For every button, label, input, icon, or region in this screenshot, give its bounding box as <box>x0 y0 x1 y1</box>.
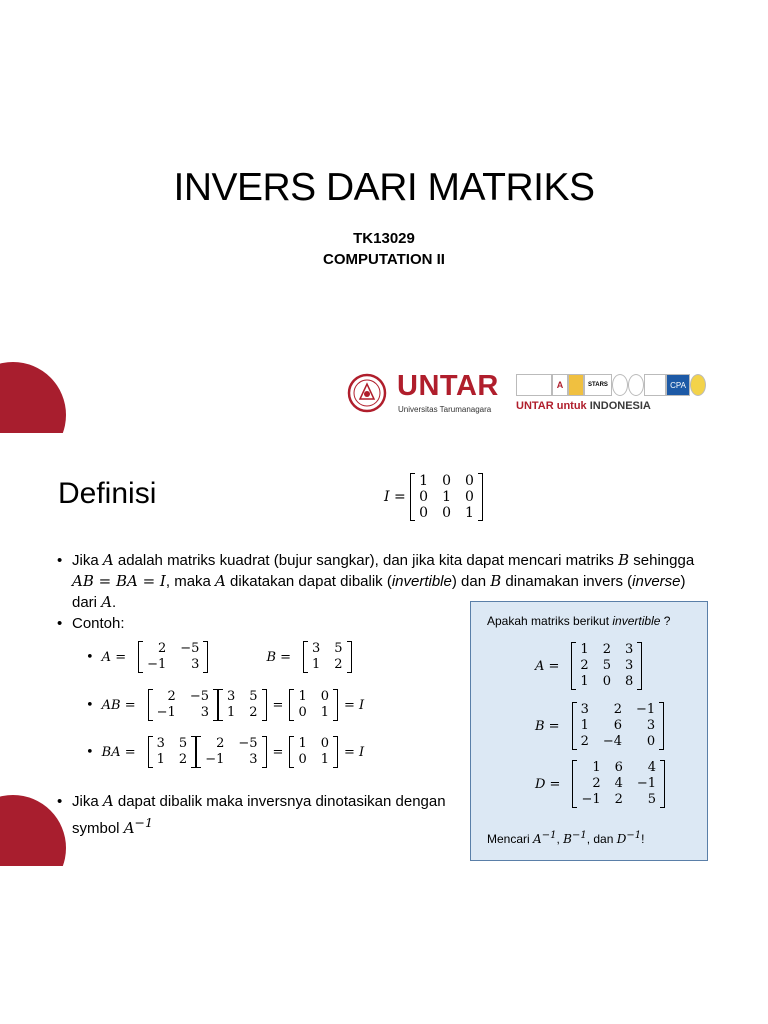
ba-result: = I <box>344 744 365 760</box>
matrix-entry: 1 <box>419 473 429 489</box>
untar-logo <box>347 370 507 416</box>
matrix-entry: −1 <box>205 752 225 767</box>
matrix-entry: 5 <box>249 689 258 704</box>
matrix-entry: 3 <box>200 705 209 720</box>
matrix-entry: 3 <box>646 718 656 733</box>
matrix-entry: 1 <box>156 752 165 767</box>
matrix-entry: 0 <box>320 736 330 751</box>
identity-label: I = <box>384 489 406 505</box>
ba-product-row: • BA = 3 5 1 2 2 −5 −1 3 = 1 0 0 1 = I <box>86 736 365 767</box>
slide-title: Definisi <box>58 477 157 510</box>
matrix-entry: 5 <box>602 658 611 673</box>
matrix-entry: 6 <box>613 718 623 733</box>
identity-2x2 <box>289 689 338 721</box>
matrix-a <box>196 736 266 768</box>
matrix-entry: 1 <box>442 489 452 505</box>
example-a-b-row: • A = 2 −5 −1 3 B = 3 5 1 2 <box>86 641 352 673</box>
example-a-label: A = <box>101 649 127 665</box>
bracket-right <box>478 473 483 521</box>
matrix-cells <box>577 702 660 750</box>
matrix-entry: 3 <box>191 657 200 672</box>
untar-wordmark: UNTAR <box>397 370 499 402</box>
matrix-entry: 1 <box>226 705 236 720</box>
ab-result: = I <box>344 697 365 713</box>
matrix-cells <box>294 736 333 768</box>
matrix-entry: 0 <box>419 489 429 505</box>
matrix-cells <box>223 689 262 721</box>
matrix-entry: 0 <box>419 505 429 521</box>
bullet-contoh: • Contoh: <box>57 613 697 634</box>
matrix-entry: 1 <box>580 718 589 733</box>
matrix-entry: 1 <box>298 689 307 704</box>
matrix-entry: −1 <box>156 705 176 720</box>
matrix-entry: 1 <box>580 674 589 689</box>
matrix-entry: −1 <box>147 657 167 672</box>
slide-title: INVERS DARI MATRIKS <box>173 166 595 209</box>
matrix-entry: 3 <box>226 689 236 704</box>
badge-icon <box>712 374 746 394</box>
bracket-right <box>347 641 352 673</box>
matrix-entry: 2 <box>613 702 623 717</box>
matrix-entry: 4 <box>647 760 657 775</box>
matrix-entry: 0 <box>320 689 330 704</box>
matrix-entry: 2 <box>249 705 258 720</box>
matrix-entry: 3 <box>624 642 634 657</box>
matrix-entry: 3 <box>156 736 165 751</box>
matrix-entry: 2 <box>614 792 623 807</box>
example-b-label: B = <box>266 649 292 665</box>
matrix-cells <box>308 641 347 673</box>
matrix-a <box>138 641 208 673</box>
badge-icon <box>628 374 644 396</box>
matrix-entry: 2 <box>167 689 176 704</box>
ba-label: BA = <box>101 744 136 760</box>
matrix-entry: 0 <box>298 752 307 767</box>
decorative-red-shape <box>0 362 66 433</box>
exercise-matrix-b: B = 3 2 −1 1 6 3 2 −4 0 <box>535 702 664 750</box>
matrix-entry: −5 <box>238 736 258 751</box>
matrix-cells <box>577 760 660 808</box>
ab-product-row: • AB = 2 −5 −1 3 3 5 1 2 = 1 0 0 1 = I <box>86 689 365 720</box>
matrix-entry: 2 <box>178 752 188 767</box>
exercise-box <box>470 601 708 861</box>
badge-icon <box>690 374 706 396</box>
matrix-entry: −1 <box>581 792 601 807</box>
matrix-entry: 2 <box>334 657 343 672</box>
bracket-right <box>203 641 208 673</box>
matrix-cells <box>153 736 192 768</box>
bracket-right <box>637 642 642 690</box>
university-name: Universitas Tarumanagara <box>398 405 492 414</box>
bracket-right <box>659 702 664 750</box>
matrix-entry: 2 <box>592 776 601 791</box>
matrix-entry: 5 <box>334 641 343 656</box>
course-code: TK13029 <box>353 230 415 247</box>
course-name: COMPUTATION II <box>323 251 445 268</box>
matrix-entry: 3 <box>624 658 634 673</box>
identity-matrix-definition <box>384 473 483 521</box>
identity-matrix <box>410 473 483 521</box>
matrix-entry: −5 <box>180 641 200 656</box>
tagline-part-b: INDONESIA <box>589 400 651 412</box>
matrix-entry: −5 <box>189 689 209 704</box>
matrix-entry: −4 <box>602 734 623 749</box>
tagline-part-a: UNTAR untuk <box>516 400 587 412</box>
untar-seal-icon <box>347 373 387 413</box>
matrix-entry: 1 <box>320 705 330 720</box>
equals-sign: = <box>272 697 284 713</box>
matrix-entry: 6 <box>614 760 623 775</box>
matrix-cells <box>294 689 333 721</box>
matrix-entry: 3 <box>312 641 321 656</box>
title-slide <box>0 130 768 433</box>
matrix-entry: 1 <box>465 505 474 521</box>
bracket-right <box>660 760 665 808</box>
matrix-entry: 2 <box>602 642 611 657</box>
bullet-definition: • Jika A adalah matriks kuadrat (bujur sangkar), dan jika kita dapat mencari matriks B sehingga AB = BA = I, maka A dikatakan dapat dibalik (invertible) dan B dinamakan invers (inverse) dari A. <box>57 550 697 613</box>
matrix-entry: 1 <box>320 752 330 767</box>
exercise-question: Apakah matriks berikut invertible ? <box>487 614 671 628</box>
cpa-badge: CPA <box>666 374 690 396</box>
matrix-entry: 2 <box>157 641 167 656</box>
badge-icon <box>612 374 628 396</box>
matrix-a <box>148 689 218 721</box>
exercise-matrix-a: A = 1 2 3 2 5 3 1 0 8 <box>535 642 642 690</box>
matrix-b <box>218 689 267 721</box>
matrix-cells <box>415 473 478 521</box>
badge-a-icon: A <box>552 374 568 396</box>
matrix-cells <box>143 641 203 673</box>
matrix-b <box>303 641 352 673</box>
matrix-entry: 1 <box>592 760 601 775</box>
matrix-entry: 2 <box>216 736 225 751</box>
matrix-entry: 3 <box>580 702 589 717</box>
matrix-entry: 1 <box>298 736 307 751</box>
bullet-notation: • Jika A dapat dibalik maka inversnya dinotasikan dengan symbol $A^{-1}$ <box>57 791 457 839</box>
matrix-entry: 0 <box>602 674 611 689</box>
matrix-cells <box>576 642 637 690</box>
stars-badge: STARS <box>584 374 612 396</box>
exercise-matrix-d: D = 1 6 4 2 4 −1 −1 2 5 <box>535 760 665 808</box>
matrix-entry: 3 <box>249 752 258 767</box>
matrix-entry: 1 <box>312 657 321 672</box>
badge-icon <box>644 374 666 396</box>
matrix-entry: 2 <box>580 734 589 749</box>
tagline <box>516 400 651 412</box>
badge-icon <box>516 374 552 396</box>
equals-sign: = <box>272 744 284 760</box>
ab-label: AB = <box>101 697 136 713</box>
matrix-entry: 0 <box>465 489 474 505</box>
matrix-entry: 5 <box>647 792 657 807</box>
matrix-entry: −1 <box>636 776 657 791</box>
matrix-entry: 0 <box>442 505 452 521</box>
definition-slide <box>0 433 768 866</box>
accreditation-badges <box>516 374 748 396</box>
matrix-entry: 0 <box>442 473 452 489</box>
matrix-entry: 0 <box>465 473 474 489</box>
matrix-cells <box>153 689 213 721</box>
matrix-entry: 1 <box>580 642 589 657</box>
matrix-entry: 8 <box>624 674 634 689</box>
matrix-entry: 4 <box>614 776 623 791</box>
exercise-task: Mencari $A^{-1}$, $B^{-1}$, dan $D^{-1}$! <box>487 830 645 846</box>
matrix-entry: 0 <box>298 705 307 720</box>
badge-icon <box>568 374 584 396</box>
matrix-entry: 2 <box>580 658 589 673</box>
matrix-b <box>148 736 197 768</box>
matrix-cells <box>201 736 261 768</box>
matrix-entry: 5 <box>178 736 188 751</box>
identity-2x2 <box>289 736 338 768</box>
matrix-entry: −1 <box>636 702 656 717</box>
matrix-entry: 0 <box>646 734 656 749</box>
